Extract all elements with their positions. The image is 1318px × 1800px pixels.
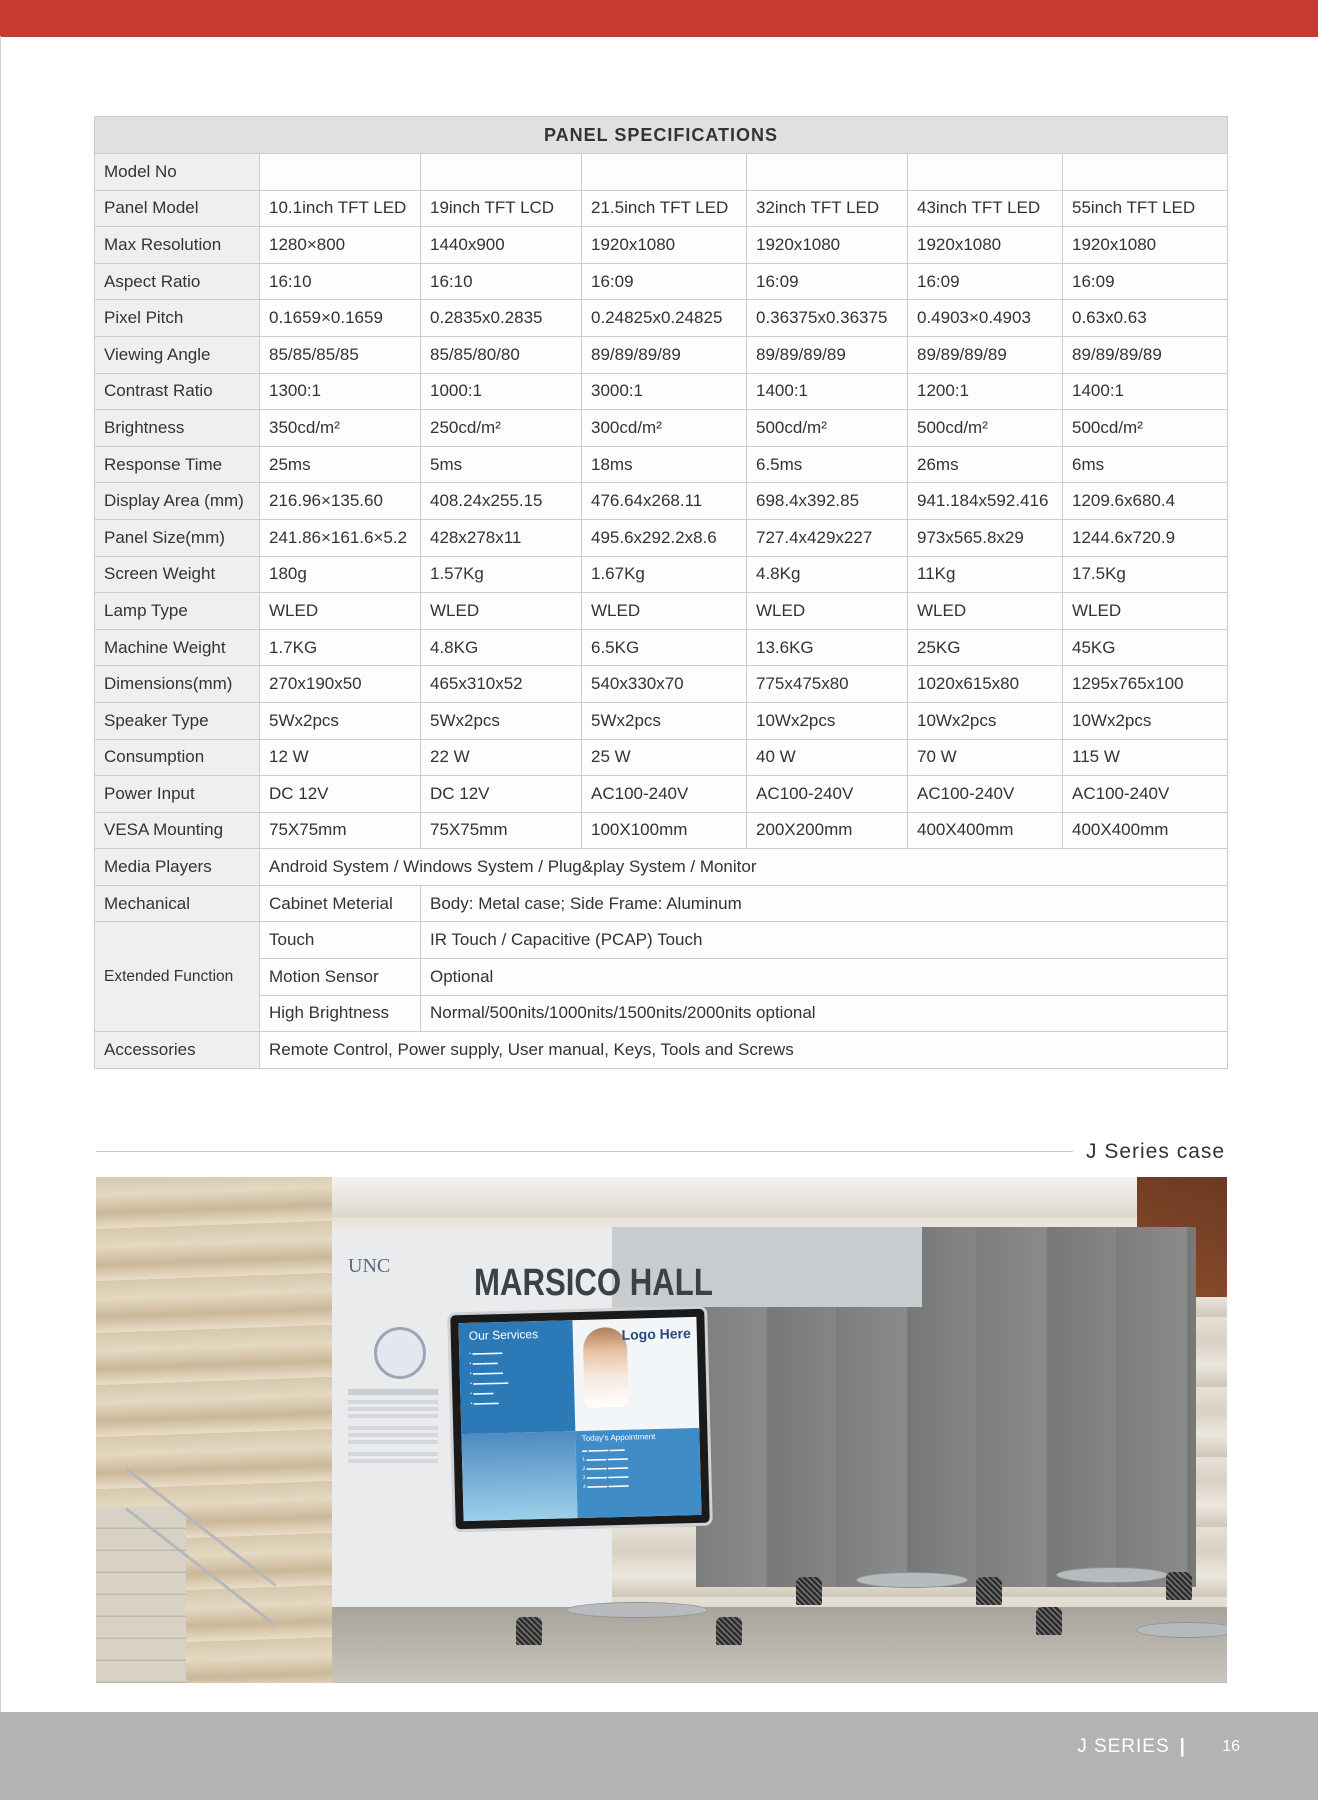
spec-cell: AC100-240V — [908, 776, 1063, 813]
table-title: PANEL SPECIFICATIONS — [95, 117, 1228, 154]
spec-cell: 10.1inch TFT LED — [260, 190, 421, 227]
spec-cell: 45KG — [1063, 629, 1228, 666]
sub-label: Touch — [260, 922, 421, 959]
top-accent-bar — [0, 0, 1318, 37]
table-row — [95, 702, 1228, 739]
photo-cafe-table — [1136, 1622, 1227, 1638]
table-row — [95, 812, 1228, 849]
spec-cell: AC100-240V — [582, 776, 747, 813]
spec-cell: 89/89/89/89 — [908, 336, 1063, 373]
spec-cell: 216.96×135.60 — [260, 483, 421, 520]
spec-cell: 43inch TFT LED — [908, 190, 1063, 227]
spec-cell: 89/89/89/89 — [582, 336, 747, 373]
spec-cell — [582, 154, 747, 191]
spec-cell: 250cd/m² — [421, 410, 582, 447]
photo-floor — [332, 1607, 1227, 1683]
photo-seal-icon — [374, 1327, 426, 1379]
row-label: Screen Weight — [95, 556, 260, 593]
spec-cell: 85/85/80/80 — [421, 336, 582, 373]
row-label: Consumption — [95, 739, 260, 776]
table-row-media-players — [95, 849, 1228, 886]
spec-cell — [747, 154, 908, 191]
screen-services-panel — [458, 1320, 575, 1434]
screen-appointment-panel — [576, 1428, 702, 1518]
spec-cell — [1063, 154, 1228, 191]
spec-cell: Body: Metal case; Side Frame: Aluminum — [421, 885, 1228, 922]
spec-cell: AC100-240V — [1063, 776, 1228, 813]
spec-cell: DC 12V — [421, 776, 582, 813]
table-row-extended-function — [95, 922, 1228, 959]
table-row-mechanical — [95, 885, 1228, 922]
spec-cell: 428x278x11 — [421, 519, 582, 556]
spec-cell: 973x565.8x29 — [908, 519, 1063, 556]
spec-cell: 241.86×161.6×5.2 — [260, 519, 421, 556]
spec-cell: 6.5ms — [747, 446, 908, 483]
row-label: Accessories — [95, 1032, 260, 1069]
photo-sign-title: MARSICO HALL — [474, 1262, 713, 1304]
spec-cell: 476.64x268.11 — [582, 483, 747, 520]
spec-cell: 100X100mm — [582, 812, 747, 849]
row-label: Model No — [95, 154, 260, 191]
spec-cell — [421, 154, 582, 191]
photo-cafe-table — [1056, 1567, 1168, 1583]
spec-cell: 1440x900 — [421, 227, 582, 264]
spec-cell: 180g — [260, 556, 421, 593]
photo-chair — [796, 1577, 822, 1605]
spec-cell: WLED — [1063, 593, 1228, 630]
row-label: Machine Weight — [95, 629, 260, 666]
spec-cell: Optional — [421, 959, 1228, 996]
spec-cell: 19inch TFT LCD — [421, 190, 582, 227]
spec-cell: 775x475x80 — [747, 666, 908, 703]
sub-label: High Brightness — [260, 995, 421, 1032]
page-footer — [0, 1712, 1318, 1800]
row-label: Mechanical — [95, 885, 260, 922]
photo-monitor-screen — [458, 1317, 701, 1521]
screen-photo-strip — [461, 1431, 577, 1521]
photo-chair — [716, 1617, 742, 1645]
spec-cell: 727.4x429x227 — [747, 519, 908, 556]
screen-services-list: ▪ ▬▬▬▬▬▬ ▪ ▬▬▬▬▬ ▪ ▬▬▬▬▬▬ ▪ ▬▬▬▬▬▬▬ ▪ ▬▬▬▬ ▪ ▬▬▬▬▬ — [469, 1350, 509, 1407]
table-row-extended-function — [95, 995, 1228, 1032]
photo-sign-text — [348, 1389, 438, 1463]
case-photo — [96, 1177, 1227, 1683]
row-label: Lamp Type — [95, 593, 260, 630]
spec-cell: 500cd/m² — [1063, 410, 1228, 447]
spec-cell: Remote Control, Power supply, User manual, Keys, Tools and Screws — [260, 1032, 1228, 1069]
table-row-accessories — [95, 1032, 1228, 1069]
table-row — [95, 154, 1228, 191]
screen-logo-text: Logo Here — [621, 1325, 691, 1343]
spec-cell: 5Wx2pcs — [582, 702, 747, 739]
spec-cell: 10Wx2pcs — [747, 702, 908, 739]
table-row — [95, 776, 1228, 813]
spec-cell: 540x330x70 — [582, 666, 747, 703]
spec-cell: 12 W — [260, 739, 421, 776]
spec-cell: 408.24x255.15 — [421, 483, 582, 520]
footer-page-number: 16 — [1222, 1738, 1240, 1755]
row-label: VESA Mounting — [95, 812, 260, 849]
spec-cell: 11Kg — [908, 556, 1063, 593]
sub-label: Cabinet Meterial — [260, 885, 421, 922]
spec-cell: 500cd/m² — [908, 410, 1063, 447]
row-label: Contrast Ratio — [95, 373, 260, 410]
row-label: Brightness — [95, 410, 260, 447]
footer-series-label: J SERIES — [1077, 1736, 1170, 1757]
table-row — [95, 410, 1228, 447]
spec-cell: 25KG — [908, 629, 1063, 666]
spec-cell: 5ms — [421, 446, 582, 483]
spec-cell: AC100-240V — [747, 776, 908, 813]
row-label: Aspect Ratio — [95, 263, 260, 300]
spec-cell: 5Wx2pcs — [260, 702, 421, 739]
table-row — [95, 556, 1228, 593]
spec-cell: Normal/500nits/1000nits/1500nits/2000nits optional — [421, 995, 1228, 1032]
spec-cell: 1.7KG — [260, 629, 421, 666]
table-row — [95, 739, 1228, 776]
spec-cell: 26ms — [908, 446, 1063, 483]
spec-cell: 10Wx2pcs — [908, 702, 1063, 739]
spec-cell: 89/89/89/89 — [747, 336, 908, 373]
photo-unc-logo: UNC — [348, 1255, 391, 1277]
spec-cell: 1920x1080 — [908, 227, 1063, 264]
spec-cell: 698.4x392.85 — [747, 483, 908, 520]
spec-cell — [908, 154, 1063, 191]
table-row — [95, 300, 1228, 337]
spec-cell: 21.5inch TFT LED — [582, 190, 747, 227]
table-row — [95, 336, 1228, 373]
spec-cell: 1300:1 — [260, 373, 421, 410]
spec-cell: 0.36375x0.36375 — [747, 300, 908, 337]
spec-cell: 1920x1080 — [582, 227, 747, 264]
photo-chair — [1036, 1607, 1062, 1635]
spec-cell: WLED — [582, 593, 747, 630]
table-row — [95, 629, 1228, 666]
spec-cell: 5Wx2pcs — [421, 702, 582, 739]
spec-cell: 115 W — [1063, 739, 1228, 776]
photo-ceiling — [332, 1177, 1227, 1217]
spec-cell: 55inch TFT LED — [1063, 190, 1228, 227]
spec-cell: 1400:1 — [747, 373, 908, 410]
spec-cell: 17.5Kg — [1063, 556, 1228, 593]
photo-stairs — [96, 1507, 186, 1683]
spec-cell: 1920x1080 — [1063, 227, 1228, 264]
spec-cell: 6ms — [1063, 446, 1228, 483]
spec-cell: 4.8KG — [421, 629, 582, 666]
spec-cell: 1209.6x680.4 — [1063, 483, 1228, 520]
spec-cell: 16:09 — [582, 263, 747, 300]
screen-appointment-rows: ▬ ▬▬▬▬ ▬▬▬ 1 ▬▬▬▬ ▬▬▬▬ 2 ▬▬▬▬ ▬▬▬▬ 3 ▬▬▬▬ ▬▬▬▬ 4 ▬▬▬▬ ▬▬▬▬ — [581, 1446, 629, 1490]
spec-cell: 0.2835x0.2835 — [421, 300, 582, 337]
screen-services-title: Our Services — [468, 1327, 539, 1343]
spec-cell: WLED — [908, 593, 1063, 630]
spec-cell: 32inch TFT LED — [747, 190, 908, 227]
spec-cell: 270x190x50 — [260, 666, 421, 703]
row-label: Viewing Angle — [95, 336, 260, 373]
row-label: Display Area (mm) — [95, 483, 260, 520]
spec-cell — [260, 154, 421, 191]
table-row — [95, 263, 1228, 300]
spec-cell: 1244.6x720.9 — [1063, 519, 1228, 556]
spec-cell: 13.6KG — [747, 629, 908, 666]
spec-cell: 0.24825x0.24825 — [582, 300, 747, 337]
spec-cell: 1020x615x80 — [908, 666, 1063, 703]
spec-cell: 1.57Kg — [421, 556, 582, 593]
table-row — [95, 483, 1228, 520]
screen-appointment-title: Today's Appointment — [581, 1431, 656, 1443]
page-left-edge — [0, 36, 1, 1712]
spec-cell: 1400:1 — [1063, 373, 1228, 410]
spec-cell: 25ms — [260, 446, 421, 483]
photo-cafe-table — [566, 1602, 708, 1618]
spec-cell: 18ms — [582, 446, 747, 483]
spec-cell: 75X75mm — [260, 812, 421, 849]
spec-cell: 1295x765x100 — [1063, 666, 1228, 703]
table-row-extended-function — [95, 959, 1228, 996]
spec-cell: 0.4903×0.4903 — [908, 300, 1063, 337]
spec-cell: IR Touch / Capacitive (PCAP) Touch — [421, 922, 1228, 959]
table-row — [95, 373, 1228, 410]
case-section-title: J Series case — [1086, 1140, 1226, 1163]
photo-chair — [516, 1617, 542, 1645]
spec-cell: 1280×800 — [260, 227, 421, 264]
spec-cell: 465x310x52 — [421, 666, 582, 703]
spec-cell: 85/85/85/85 — [260, 336, 421, 373]
spec-cell: 1.67Kg — [582, 556, 747, 593]
spec-cell: 300cd/m² — [582, 410, 747, 447]
spec-cell: 495.6x292.2x8.6 — [582, 519, 747, 556]
spec-cell: 6.5KG — [582, 629, 747, 666]
spec-cell: 22 W — [421, 739, 582, 776]
table-row — [95, 190, 1228, 227]
spec-cell: 16:09 — [747, 263, 908, 300]
spec-cell: 400X400mm — [1063, 812, 1228, 849]
row-label: Response Time — [95, 446, 260, 483]
spec-cell: 0.63x0.63 — [1063, 300, 1228, 337]
photo-cafe-table — [856, 1572, 968, 1588]
row-label: Pixel Pitch — [95, 300, 260, 337]
spec-cell: DC 12V — [260, 776, 421, 813]
footer-separator: | — [1179, 1736, 1186, 1757]
spec-cell: 4.8Kg — [747, 556, 908, 593]
table-row — [95, 227, 1228, 264]
photo-digital-signage-monitor — [447, 1306, 713, 1533]
spec-cell: 941.184x592.416 — [908, 483, 1063, 520]
spec-cell: 25 W — [582, 739, 747, 776]
spec-cell: 1200:1 — [908, 373, 1063, 410]
table-row — [95, 593, 1228, 630]
table-row — [95, 519, 1228, 556]
spec-cell: WLED — [421, 593, 582, 630]
section-divider — [96, 1151, 1073, 1152]
spec-cell: 89/89/89/89 — [1063, 336, 1228, 373]
photo-chair — [976, 1577, 1002, 1605]
spec-cell: 75X75mm — [421, 812, 582, 849]
spec-cell: 16:09 — [908, 263, 1063, 300]
spec-cell: 200X200mm — [747, 812, 908, 849]
spec-cell: 400X400mm — [908, 812, 1063, 849]
footer-series — [1077, 1736, 1194, 1758]
spec-cell: Android System / Windows System / Plug&play System / Monitor — [260, 849, 1228, 886]
panel-specifications-table — [94, 116, 1228, 1069]
spec-cell: 16:10 — [260, 263, 421, 300]
spec-cell: 350cd/m² — [260, 410, 421, 447]
spec-cell: 16:10 — [421, 263, 582, 300]
spec-cell: 1920x1080 — [747, 227, 908, 264]
row-label: Panel Model — [95, 190, 260, 227]
photo-chair — [1166, 1572, 1192, 1600]
row-label: Dimensions(mm) — [95, 666, 260, 703]
spec-cell: 40 W — [747, 739, 908, 776]
table-header-row — [95, 117, 1228, 154]
spec-cell: WLED — [260, 593, 421, 630]
table-row — [95, 666, 1228, 703]
table-row — [95, 446, 1228, 483]
spec-cell: 10Wx2pcs — [1063, 702, 1228, 739]
row-label: Media Players — [95, 849, 260, 886]
spec-cell: WLED — [747, 593, 908, 630]
spec-cell: 500cd/m² — [747, 410, 908, 447]
spec-cell: 1000:1 — [421, 373, 582, 410]
spec-cell: 16:09 — [1063, 263, 1228, 300]
spec-cell: 0.1659×0.1659 — [260, 300, 421, 337]
row-label: Max Resolution — [95, 227, 260, 264]
spec-cell: 70 W — [908, 739, 1063, 776]
row-label: Power Input — [95, 776, 260, 813]
spec-cell: 3000:1 — [582, 373, 747, 410]
sub-label: Motion Sensor — [260, 959, 421, 996]
row-label: Extended Function — [95, 922, 260, 1032]
row-label: Panel Size(mm) — [95, 519, 260, 556]
row-label: Speaker Type — [95, 702, 260, 739]
